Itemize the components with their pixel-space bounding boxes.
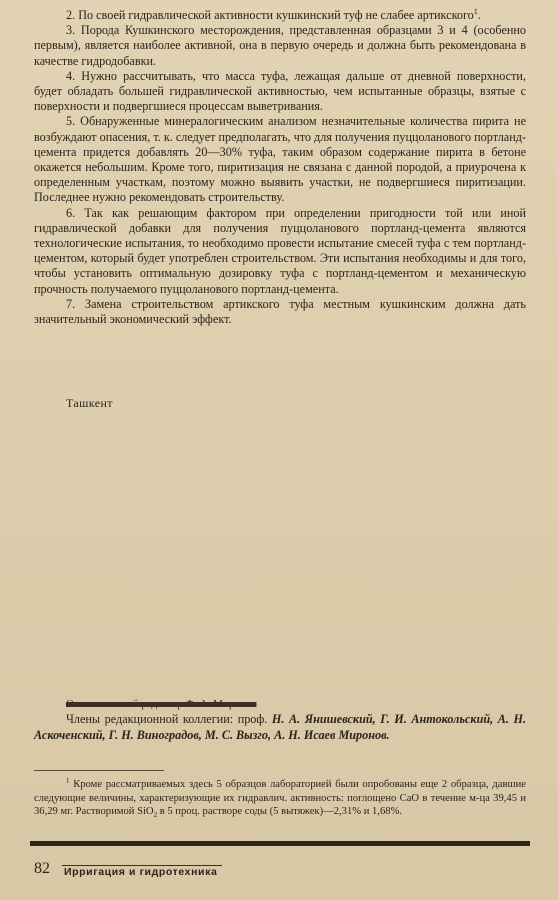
page-number: 82 (34, 860, 50, 877)
footnote-divider (34, 770, 164, 771)
responsible-editor: Ответственный редактор Ф. А. Миронов (66, 698, 257, 710)
board-members: Н. А. Янишевский, Г. И. Антокольский, А. Н. Аскоченский, Г. Н. Виноградов, М. С. Вызго, А. Н. Исаев Миронов. (34, 712, 526, 742)
paragraph-6: 6. Так как решающим фактором при определении пригодности той или иной гидравлической добавки для получения пуццоланового портланд-цемента являются технологические испытания, то необходимо провести испытание смесей туфа с тем портланд-цементом, который будет употреблен строительством. Эти испытания необходимы и для того, чтобы установить оптимальную дозировку туфа с портланд-цементом и механическую прочность получаемого пуццоланового портланд-цемента. (34, 205, 526, 296)
paragraph-3: 3. Порода Кушкинского месторождения, представленная образцами 3 и 4 (особенно первым), является наиболее активной, она в первую очередь и должна быть рекомендована в качестве гидродобавки. (34, 23, 526, 68)
paragraph-5: 5. Обнаруженные минералогическим анализом незначительные количества пирита не возбуждают опасения, т. к. следует предполагать, что для получения пуццоланового портланд-цемента придется добавлять 20—30% туфа, таким образом содержание пирита в бетоне окажется небольшим. Кроме того, пиритизация не связана с данной породой, а приурочена к определенным участкам, поэтому можно выявить участки, не подвергшиеся пиритизации. Последнее нужно рекомендовать строительству. (34, 114, 526, 205)
paragraph-7: 7. Замена строительством артикского туфа местным кушкинским должна дать значительный экономический эффект. (34, 296, 526, 327)
paragraph-4: 4. Нужно рассчитывать, что масса туфа, лежащая дальше от дневной поверхности, будет обладать большей гидравлической активностью, чем испытанные образцы, взятые с поверхности и подвергшиеся процессам выветривания. (34, 68, 526, 114)
bottom-rule (30, 841, 530, 846)
journal-title: Ирригация и гидротехника (64, 866, 218, 878)
article-body (34, 8, 526, 327)
place-of-writing: Ташкент (66, 396, 113, 410)
footnote-mark: 1 (66, 776, 70, 785)
paragraph-2: 2. По своей гидравлической активности кушкинский туф не слабее артикского$^1$. (66, 6, 481, 22)
board-lead: Члены редакционной коллегии: проф. (66, 712, 268, 726)
footnote: $^1$ Кроме рассматриваемых здесь 5 образцов лабораторией были опробованы еще 2 образца, давшие следующие величины, характеризующие их гидравлич. активность: поглощено CaO в течение м-ца 39,45 и 36,29 мг. Растворимой SiO$_2$ в 5 проц. растворе соды (5 вытяжек)—2,31% и 1,68%. (34, 776, 527, 820)
editorial-board (34, 712, 526, 743)
footnote-ref: 1 (473, 6, 478, 16)
